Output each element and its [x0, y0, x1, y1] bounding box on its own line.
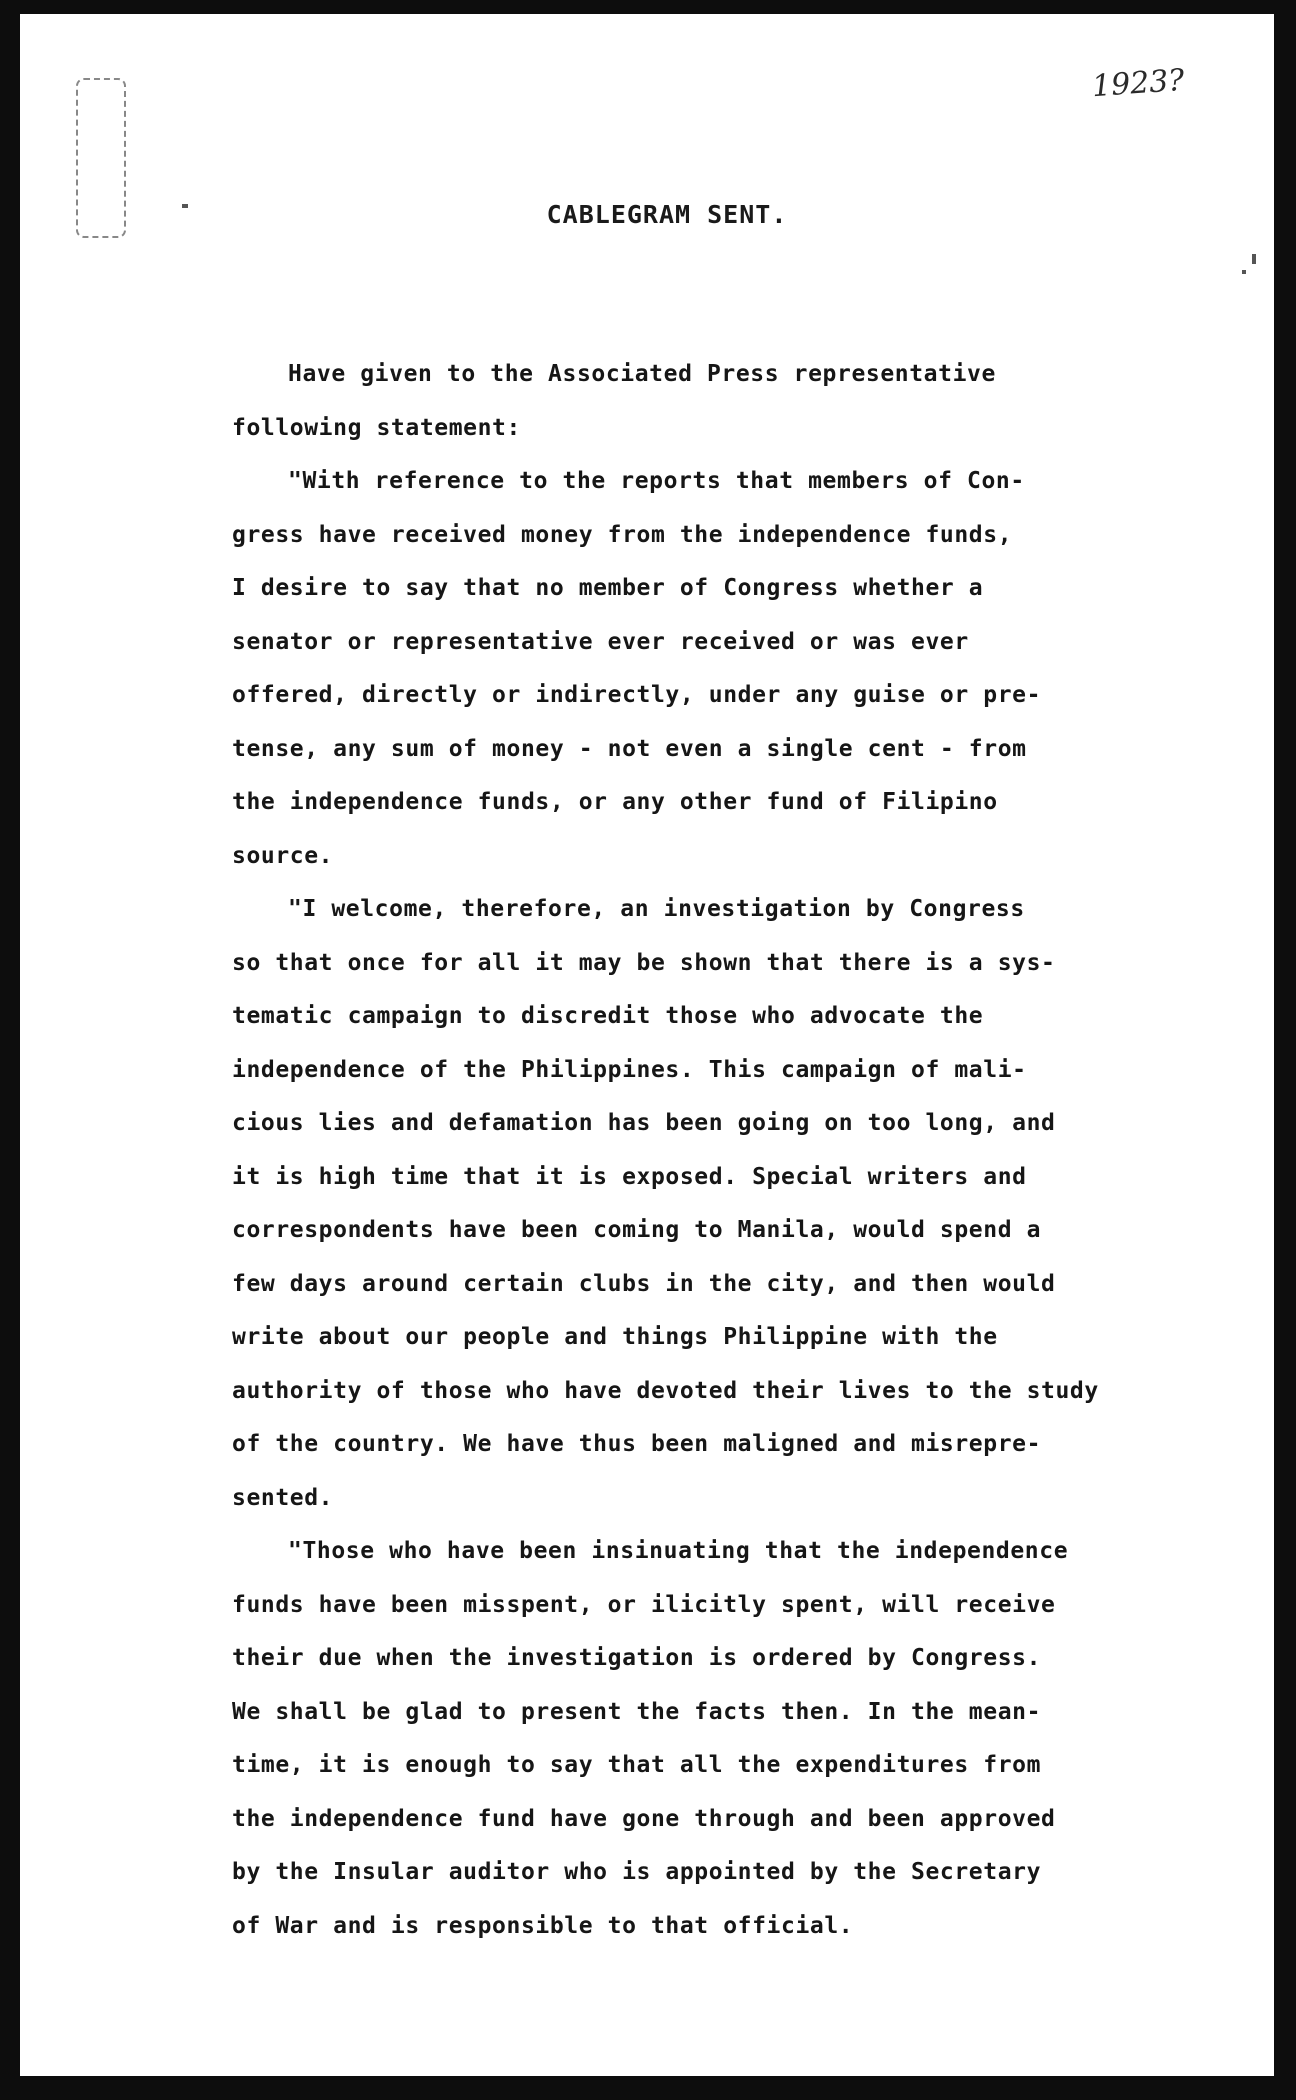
text-line: funds have been misspent, or ilicitly spent, will receive — [232, 1591, 1056, 1618]
text-line: of the country. We have thus been maligned and misrepre- — [232, 1431, 1042, 1457]
scan-speck — [1252, 254, 1256, 264]
text-line: independence of the Philippines. This campaign of mali- — [232, 1056, 1027, 1083]
text-line: time, it is enough to say that all the expenditures from — [232, 1752, 1042, 1778]
text-line: few days around certain clubs in the city, and then would — [232, 1270, 1056, 1297]
scan-border-right — [1274, 0, 1296, 2100]
text-line: "Those who have been insinuating that the independence — [288, 1538, 1069, 1564]
handwritten-year-note: 1923? — [1090, 62, 1186, 105]
text-line: We shall be glad to present the facts then. In the mean- — [232, 1698, 1042, 1725]
document-page — [20, 14, 1274, 2076]
text-line: of War and is responsible to that official. — [232, 1912, 854, 1939]
text-line: so that once for all it may be shown that there is a sys- — [232, 949, 1056, 976]
text-line: tematic campaign to discredit those who advocate the — [232, 1003, 984, 1029]
scan-speck — [1242, 270, 1246, 274]
text-line: the independence funds, or any other fund of Filipino — [232, 789, 998, 815]
text-line: authority of those who have devoted their lives to the study — [232, 1377, 1099, 1404]
text-line: following statement: — [232, 414, 521, 441]
text-line: source. — [232, 842, 334, 869]
scan-border-top — [0, 0, 1296, 14]
text-line: "I welcome, therefore, an investigation by Congress — [288, 896, 1025, 922]
text-line: correspondents have been coming to Manila, would spend a — [232, 1217, 1042, 1243]
scan-border-bottom — [0, 2076, 1296, 2100]
text-line: senator or representative ever received or was ever — [232, 628, 969, 655]
text-line: Have given to the Associated Press representative — [288, 361, 996, 387]
text-line: write about our people and things Philippine with the — [232, 1324, 998, 1350]
text-line: sented. — [232, 1484, 334, 1511]
text-line: their due when the investigation is ordered by Congress. — [232, 1645, 1042, 1671]
text-line: it is high time that it is exposed. Special writers and — [232, 1163, 1027, 1190]
text-line: "With reference to the reports that members of Con- — [288, 468, 1025, 494]
text-line: by the Insular auditor who is appointed by the Secretary — [232, 1859, 1042, 1885]
text-line: tense, any sum of money - not even a single cent - from — [232, 735, 1027, 762]
text-line: I desire to say that no member of Congress whether a — [232, 575, 984, 601]
document-body — [232, 348, 1202, 1953]
text-line: offered, directly or indirectly, under any guise or pre- — [232, 682, 1042, 708]
text-line: cious lies and defamation has been going on too long, and — [232, 1110, 1056, 1136]
text-line: gress have received money from the independence funds, — [232, 521, 1013, 548]
text-line: the independence fund have gone through and been approved — [232, 1805, 1056, 1832]
document-title: CABLEGRAM SENT. — [546, 200, 788, 229]
